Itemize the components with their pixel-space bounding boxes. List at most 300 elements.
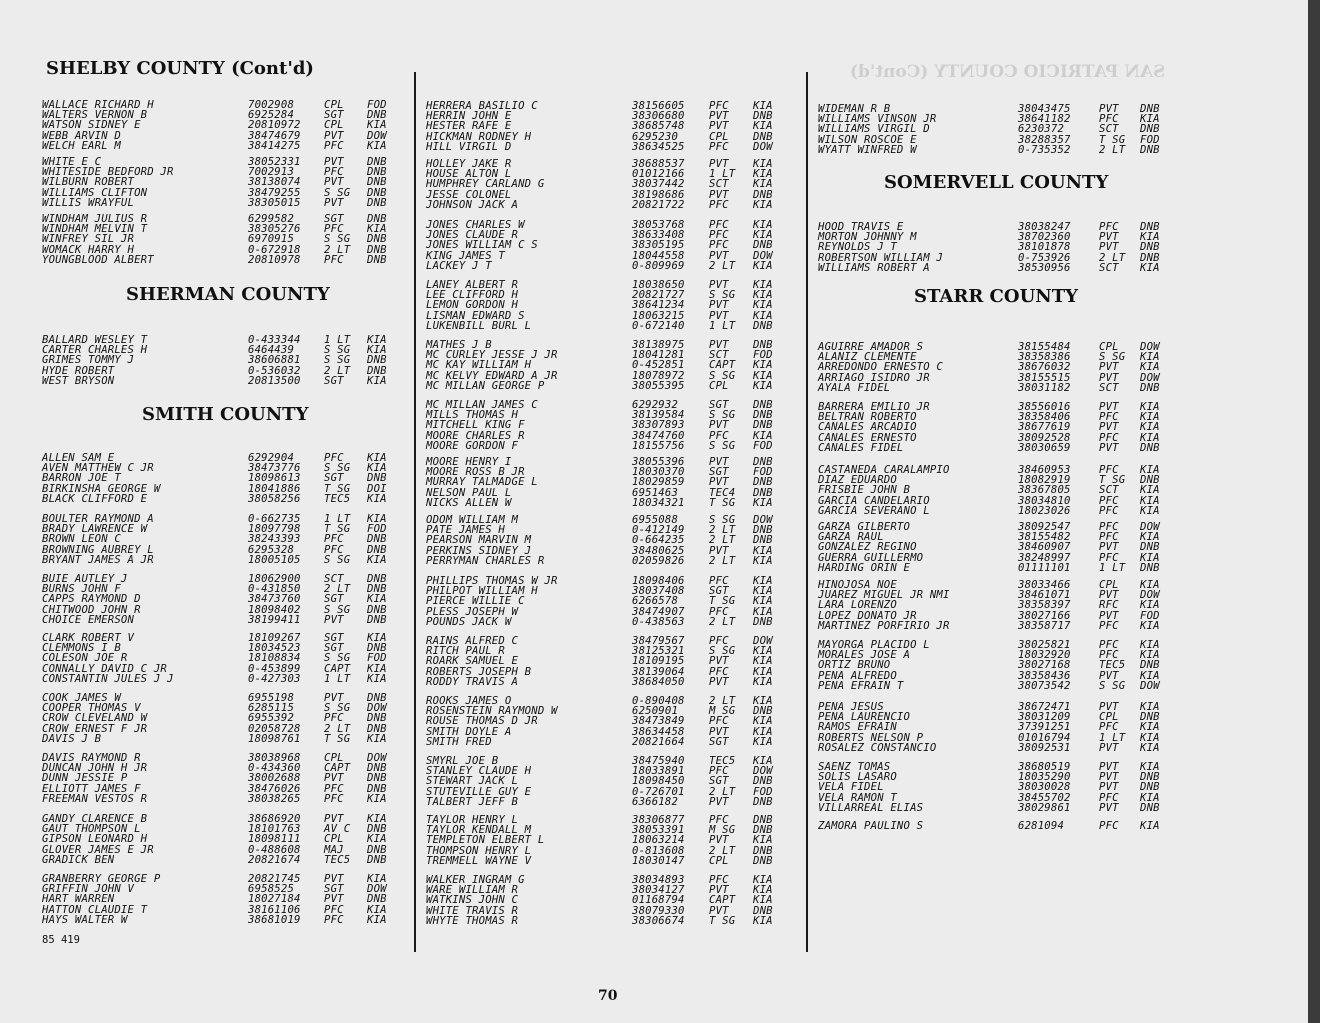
serial-number: 0-813608 (632, 844, 685, 857)
serial-number: 38101878 (1018, 241, 1071, 254)
casualty-group (426, 636, 806, 687)
rank: 2 LT (324, 364, 351, 377)
casualty-name: CHOICE EMERSON (42, 613, 135, 626)
serial-number: 38034127 (632, 884, 685, 897)
status-code: FOD (1140, 609, 1160, 622)
casualty-name: RAMOS EFRAIN (818, 721, 897, 734)
casualty-name: TEMPLETON ELBERT L (426, 834, 545, 847)
serial-number: 0-452851 (632, 359, 685, 372)
serial-number: 38634525 (632, 140, 685, 153)
status-code: KIA (1140, 484, 1160, 497)
casualty-group (42, 693, 414, 744)
status-code: DNB (753, 844, 773, 857)
rank: 2 LT (709, 785, 736, 798)
rank: PVT (324, 613, 344, 626)
rank: 1 LT (709, 319, 736, 332)
serial-number: 38073542 (1018, 679, 1071, 692)
rank: PVT (709, 725, 729, 738)
status-code: DNB (1140, 541, 1160, 554)
status-code: DNB (1140, 221, 1160, 233)
rank: SCT (709, 349, 729, 362)
serial-number: 20810978 (248, 253, 301, 266)
rank: T SG (324, 523, 351, 536)
casualty-name: CONNALLY DAVID C JR (42, 662, 167, 675)
serial-number: 38473776 (248, 462, 301, 475)
rank: PVT (709, 904, 729, 917)
serial-number: 38027168 (1018, 659, 1071, 672)
casualty-name: MORALES JOSE A (818, 649, 911, 662)
serial-number: 38052331 (248, 156, 301, 168)
casualty-name: WINDHAM MELVIN T (42, 223, 148, 236)
rank: SGT (324, 213, 344, 225)
rank: TEC5 (1099, 659, 1126, 672)
rank: 1 LT (709, 168, 736, 181)
casualty-name: HARDING ORIN E (818, 561, 911, 574)
rank: SCT (1099, 484, 1119, 497)
status-code: DNB (1140, 771, 1160, 784)
status-code: KIA (1140, 504, 1160, 517)
column-divider-right (806, 72, 808, 952)
rank: S SG (709, 409, 736, 422)
casualty-name: GARCIA CANDELARIO (818, 494, 930, 507)
serial-number: 0-809969 (632, 259, 685, 272)
bleed-through-title: SAN PATRICIO COUNTY (Cont'd) (850, 62, 1166, 82)
rank: S SG (709, 645, 736, 658)
casualty-name: LARA LORENZO (818, 599, 897, 612)
status-code: DNB (367, 692, 387, 704)
serial-number: 18078972 (632, 369, 685, 382)
serial-number: 0-662735 (248, 513, 301, 525)
status-code: KIA (1140, 701, 1160, 713)
status-code: KIA (367, 833, 387, 846)
serial-number: 38358386 (1018, 351, 1071, 364)
casualty-name: MORTON JOHNNY M (818, 231, 917, 244)
county-heading: SHERMAN COUNTY (126, 284, 330, 305)
serial-number: 6970915 (248, 233, 295, 246)
status-code: DNB (753, 775, 773, 788)
status-code: KIA (367, 632, 387, 644)
serial-number: 38688537 (632, 158, 685, 170)
rank: PFC (1099, 619, 1119, 632)
status-code: KIA (753, 299, 773, 312)
status-code: DOI (367, 482, 387, 495)
serial-number: 38199411 (248, 613, 301, 626)
casualty-name: WHITE E C (42, 156, 102, 168)
status-code: KIA (753, 168, 773, 181)
serial-number: 38474679 (248, 129, 301, 142)
rank: PFC (1099, 221, 1119, 233)
serial-number: 38139064 (632, 665, 685, 678)
serial-number: 6230372 (1018, 123, 1065, 136)
casualty-name: BROWNING AUBREY L (42, 543, 154, 556)
serial-number: 38155484 (1018, 341, 1071, 353)
status-code: KIA (753, 695, 773, 707)
casualty-name: KING JAMES T (426, 249, 505, 262)
status-code: KIA (753, 595, 773, 608)
casualty-name: HART WARREN (42, 893, 115, 906)
rank: PVT (709, 834, 729, 847)
casualty-row (818, 821, 1178, 831)
rank: SGT (709, 466, 729, 479)
serial-number: 38681019 (248, 913, 301, 926)
status-code: FOD (753, 349, 773, 362)
casualty-name: VELA FIDEL (818, 781, 884, 794)
rank: PFC (1099, 649, 1119, 662)
status-code: DNB (1140, 441, 1160, 454)
rank: PFC (324, 452, 344, 464)
status-code: DNB (753, 795, 773, 808)
casualty-name: WHITESIDE BEDFORD JR (42, 166, 174, 179)
status-code: KIA (753, 178, 773, 191)
status-code: KIA (1140, 791, 1160, 804)
casualty-name: HYDE ROBERT (42, 364, 115, 377)
rank: 2 LT (709, 534, 736, 547)
casualty-name: DAVIS RAYMOND R (42, 752, 141, 764)
rank: 1 LT (1099, 561, 1126, 574)
casualty-name: THOMPSON HENRY L (426, 844, 532, 857)
serial-number: 38002688 (248, 772, 301, 785)
serial-number: 38476026 (248, 782, 301, 795)
casualty-group (42, 100, 414, 151)
casualty-name: WALTERS VERNON B (42, 109, 148, 122)
casualty-group (426, 280, 806, 331)
serial-number: 18027184 (248, 893, 301, 906)
casualty-name: HOOD TRAVIS E (818, 221, 904, 233)
casualty-row (42, 376, 414, 386)
rank: CPL (1099, 579, 1119, 591)
serial-number: 0-453899 (248, 662, 301, 675)
status-code: KIA (1140, 820, 1160, 832)
casualty-name: WHITE TRAVIS R (426, 904, 519, 917)
casualty-name: ODOM WILLIAM M (426, 514, 519, 526)
serial-number: 38305195 (632, 239, 685, 252)
rank: 2 LT (709, 844, 736, 857)
rank: PFC (1099, 791, 1119, 804)
casualty-group (426, 457, 806, 508)
casualty-row (426, 856, 806, 866)
rank: PVT (1099, 741, 1119, 754)
casualty-name: MAYORGA PLACIDO L (818, 639, 930, 651)
casualty-name: WALKER INGRAM G (426, 874, 525, 886)
rank: SGT (324, 593, 344, 606)
status-code: KIA (1140, 721, 1160, 734)
status-code: DNB (367, 213, 387, 225)
casualty-name: DUNN JESSIE P (42, 772, 128, 785)
serial-number: 38034893 (632, 874, 685, 886)
rank: SGT (709, 585, 729, 598)
casualty-name: LOPEZ DONATO JR (818, 609, 917, 622)
status-code: DNB (367, 853, 387, 866)
status-code: KIA (753, 834, 773, 847)
rank: PFC (324, 903, 344, 916)
rank: PFC (709, 765, 729, 778)
status-code: DNB (753, 615, 773, 628)
casualty-row (818, 681, 1178, 691)
status-code: FOD (753, 466, 773, 479)
casualty-name: PENA EFRAIN T (818, 679, 904, 692)
rank: 2 LT (1099, 251, 1126, 264)
serial-number: 38641182 (1018, 113, 1071, 126)
serial-number: 6955088 (632, 514, 679, 526)
casualty-group (42, 574, 414, 625)
status-code: KIA (753, 755, 773, 767)
casualty-group (42, 453, 414, 504)
serial-number: 38034810 (1018, 494, 1071, 507)
status-code: DNB (753, 319, 773, 332)
serial-number: 38138074 (248, 176, 301, 189)
serial-number: 6464439 (248, 344, 295, 357)
rank: PVT (1099, 361, 1119, 374)
serial-number: 38460953 (1018, 464, 1071, 476)
casualty-name: STUTEVILLE GUY E (426, 785, 532, 798)
casualty-name: DAVIS J B (42, 732, 102, 745)
rank: PVT (709, 120, 729, 133)
status-code: KIA (753, 605, 773, 618)
casualty-name: ROBERTS JOSEPH B (426, 665, 532, 678)
rank: PFC (1099, 431, 1119, 444)
serial-number: 20810972 (248, 119, 301, 132)
casualty-name: WOMACK HARRY H (42, 243, 135, 256)
serial-number: 6292932 (632, 399, 679, 411)
serial-number: 38092547 (1018, 521, 1071, 533)
casualty-name: WINDHAM JULIUS R (42, 213, 148, 225)
rank: PVT (709, 299, 729, 312)
casualty-group (818, 104, 1178, 155)
serial-number: 20821745 (248, 873, 301, 885)
status-code: DNB (1140, 801, 1160, 814)
casualty-name: ORTIZ BRUNO (818, 659, 891, 672)
rank: PFC (709, 665, 729, 678)
casualty-name: JONES CHARLES W (426, 219, 525, 231)
rank: CAPT (709, 359, 736, 372)
serial-number: 0-434360 (248, 762, 301, 775)
rank: CPL (324, 833, 344, 846)
casualty-name: WILSON ROSCOE E (818, 133, 917, 146)
serial-number: 18109267 (248, 632, 301, 644)
rank: PFC (1099, 521, 1119, 533)
casualty-name: AVEN MATTHEW C JR (42, 462, 154, 475)
rank: M SG (709, 824, 736, 837)
casualty-group (818, 702, 1178, 753)
serial-number: 38461071 (1018, 589, 1071, 602)
status-code: DNB (1140, 381, 1160, 394)
serial-number: 38305276 (248, 223, 301, 236)
rank: SCT (1099, 123, 1119, 136)
serial-number: 6951463 (632, 486, 679, 499)
serial-number: 38641234 (632, 299, 685, 312)
casualty-group (42, 633, 414, 684)
casualty-name: HERRERA BASILIO C (426, 100, 538, 112)
serial-number: 38055396 (632, 456, 685, 468)
serial-number: 18082919 (1018, 474, 1071, 487)
status-code: KIA (753, 665, 773, 678)
casualty-name: BRADY LAWRENCE W (42, 523, 148, 536)
serial-number: 18032920 (1018, 649, 1071, 662)
rank: PFC (324, 712, 344, 725)
rank: PFC (1099, 531, 1119, 544)
rank: SGT (709, 735, 729, 748)
casualty-group (426, 220, 806, 271)
status-code: DNB (367, 642, 387, 655)
serial-number: 38606881 (248, 354, 301, 367)
rank: CAPT (324, 662, 351, 675)
casualty-group (818, 222, 1178, 273)
casualty-name: HAYS WALTER W (42, 913, 128, 926)
casualty-name: SMYRL JOE B (426, 755, 499, 767)
status-code: DNB (367, 472, 387, 485)
status-code: KIA (1140, 431, 1160, 444)
serial-number: 38685748 (632, 120, 685, 133)
casualty-name: WINFREY SIL JR (42, 233, 135, 246)
status-code: DNB (753, 534, 773, 547)
serial-number: 38306877 (632, 814, 685, 826)
rank: PVT (324, 129, 344, 142)
status-code: KIA (753, 544, 773, 557)
rank: PVT (1099, 241, 1119, 254)
status-code: DNB (367, 772, 387, 785)
status-code: KIA (367, 334, 387, 346)
serial-number: 20821664 (632, 735, 685, 748)
casualty-name: MATHES J B (426, 339, 492, 351)
rank: PFC (324, 913, 344, 926)
status-code: DNB (367, 233, 387, 246)
status-code: KIA (1140, 531, 1160, 544)
status-code: DNB (367, 364, 387, 377)
serial-number: 18030147 (632, 854, 685, 867)
rank: PFC (709, 198, 729, 211)
casualty-name: COLESON JOE R (42, 652, 128, 665)
status-code: KIA (1140, 649, 1160, 662)
serial-number: 0-433344 (248, 334, 301, 346)
rank: CPL (324, 119, 344, 132)
status-code: KIA (367, 903, 387, 916)
rank: 1 LT (1099, 731, 1126, 744)
rank: CPL (324, 99, 344, 111)
casualty-name: FRISBIE JOHN B (818, 484, 911, 497)
serial-number: 37391251 (1018, 721, 1071, 734)
rank: SGT (709, 775, 729, 788)
serial-number: 6958525 (248, 883, 295, 896)
status-code: DNB (753, 824, 773, 837)
status-code: KIA (753, 359, 773, 372)
casualty-name: CROW CLEVELAND W (42, 712, 148, 725)
casualty-name: RAINS ALFRED C (426, 635, 519, 647)
rank: S SG (324, 652, 351, 665)
serial-number: 6299582 (248, 213, 295, 225)
casualty-name: JONES CLAUDE R (426, 229, 519, 242)
county-heading: SMITH COUNTY (142, 404, 309, 425)
casualty-name: STEWART JACK L (426, 775, 519, 788)
casualty-name: ZAMORA PAULINO S (818, 820, 924, 832)
casualty-group (818, 821, 1178, 831)
serial-number: 38305015 (248, 196, 301, 209)
rank: PFC (324, 139, 344, 152)
casualty-row (42, 615, 414, 625)
casualty-name: BARRERA EMILIO JR (818, 401, 930, 413)
casualty-row (426, 617, 806, 627)
casualty-row (42, 855, 414, 865)
serial-number: 38025821 (1018, 639, 1071, 651)
casualty-name: WATKINS JOHN C (426, 894, 519, 907)
rank: CPL (709, 854, 729, 867)
serial-number: 18041886 (248, 482, 301, 495)
casualty-name: JONES WILLIAM C S (426, 239, 538, 252)
serial-number: 6266578 (632, 595, 679, 608)
serial-number: 0-488608 (248, 843, 301, 856)
status-code: KIA (1140, 669, 1160, 682)
casualty-name: ARRIAGO ISIDRO JR (818, 371, 930, 384)
serial-number: 38634458 (632, 725, 685, 738)
casualty-name: AYALA FIDEL (818, 381, 891, 394)
casualty-name: GONZALEZ REGINO (818, 541, 917, 554)
status-code: DNB (1140, 659, 1160, 672)
rank: PVT (1099, 441, 1119, 454)
serial-number: 38038247 (1018, 221, 1071, 233)
serial-number: 0-672140 (632, 319, 685, 332)
rank: CPL (324, 752, 344, 764)
serial-number: 7002913 (248, 166, 295, 179)
rank: 1 LT (324, 334, 351, 346)
status-code: KIA (1140, 619, 1160, 632)
rank: 2 LT (324, 243, 351, 256)
rank: S SG (324, 344, 351, 357)
casualty-name: WILBURN ROBERT (42, 176, 135, 189)
rank: PVT (709, 110, 729, 123)
status-code: DNB (367, 176, 387, 189)
casualty-name: HERRIN JOHN E (426, 110, 512, 123)
serial-number: 38358436 (1018, 669, 1071, 682)
rank: SGT (324, 883, 344, 896)
serial-number: 6285115 (248, 702, 295, 715)
rank: PVT (1099, 609, 1119, 622)
status-code: DNB (367, 243, 387, 256)
serial-number: 20821722 (632, 198, 685, 211)
casualty-name: BELTRAN ROBERTO (818, 411, 917, 424)
casualty-name: ROBERTSON WILLIAM J (818, 251, 943, 264)
status-code: KIA (367, 813, 387, 825)
rank: PVT (1099, 371, 1119, 384)
serial-number: 38053391 (632, 824, 685, 837)
rank: PFC (709, 140, 729, 153)
status-code: DNB (367, 109, 387, 122)
casualty-name: BLACK CLIFFORD E (42, 492, 148, 505)
casualty-name: PIERCE WILLIE C (426, 595, 525, 608)
serial-number: 6295328 (248, 543, 295, 556)
serial-number: 38033466 (1018, 579, 1071, 591)
casualty-row (818, 383, 1178, 393)
rank: PFC (1099, 411, 1119, 424)
rank: CPL (1099, 711, 1119, 724)
casualty-name: RODDY TRAVIS A (426, 675, 519, 688)
serial-number: 38029861 (1018, 801, 1071, 814)
casualty-name: NICKS ALLEN W (426, 496, 512, 509)
status-code: KIA (753, 884, 773, 897)
casualty-name: CAPPS RAYMOND D (42, 593, 141, 606)
rank: PVT (709, 675, 729, 688)
casualty-name: REYNOLDS J T (818, 241, 897, 254)
casualty-name: ROSALEZ CONSTANCIO (818, 741, 937, 754)
status-code: DOW (753, 514, 773, 526)
serial-number: 18063215 (632, 309, 685, 322)
casualty-row (426, 142, 806, 152)
status-code: KIA (1140, 731, 1160, 744)
serial-number: 38055395 (632, 379, 685, 392)
casualty-name: PENA ALFREDO (818, 669, 897, 682)
casualty-name: JOHNSON JACK A (426, 198, 519, 211)
serial-number: 18033891 (632, 765, 685, 778)
casualty-group (42, 814, 414, 865)
casualty-name: GUERRA GUILLERMO (818, 551, 924, 564)
